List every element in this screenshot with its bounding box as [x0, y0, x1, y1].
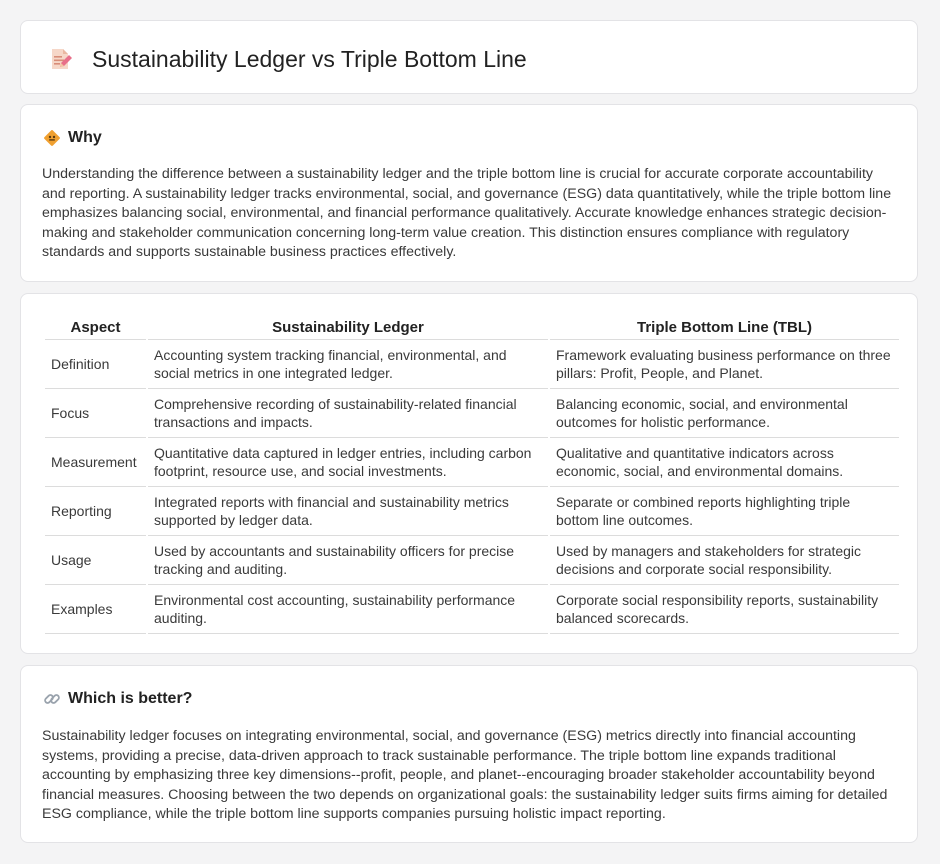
row-aspect: Definition	[44, 340, 147, 389]
row-tbl-cell: Balancing economic, social, and environmental outcomes for holistic performance.	[549, 389, 899, 438]
table-header-row	[44, 316, 899, 340]
page-title: Sustainability Ledger vs Triple Bottom Line	[92, 46, 527, 72]
why-paragraph: Understanding the difference between a sustainability ledger and the triple bottom line is crucial for accurate corporate accountability and reporting. A sustainability ledger tracks environmental, social, and governance (ESG) data quantitatively, while the triple bottom line emphasizes balancing social, environmental, and financial performance qualitatively. Accurate knowledge enhances strategic decision-making and stakeholder communication concerning long-term value creation. This distinction ensures compliance with regulatory standards and supports sustainable business practices effectively.	[42, 166, 892, 261]
better-heading	[43, 688, 192, 710]
table-row	[44, 438, 899, 487]
header-triple-bottom-line: Triple Bottom Line (TBL)	[549, 316, 899, 340]
header-card	[20, 20, 918, 94]
table-row	[44, 340, 899, 389]
why-heading	[43, 127, 102, 149]
row-aspect: Focus	[44, 389, 147, 438]
better-title: Which is better?	[68, 690, 193, 707]
comparison-table	[43, 316, 899, 634]
document-edit-icon	[48, 47, 72, 71]
header-aspect: Aspect	[44, 316, 147, 340]
row-ledger-cell: Accounting system tracking financial, environmental, and social metrics in one integrated ledger.	[147, 340, 549, 389]
which-is-better-section	[20, 665, 918, 843]
table-row	[44, 536, 899, 585]
table-row	[44, 585, 899, 634]
row-ledger-cell: Integrated reports with financial and sustainability metrics supported by ledger data.	[147, 487, 549, 536]
row-aspect: Measurement	[44, 438, 147, 487]
comparison-card	[20, 293, 918, 654]
better-paragraph: Sustainability ledger focuses on integrating environmental, social, and governance (ESG) metrics directly into financial accounting systems, providing a precise, data-driven approach to track sustainable performance. The triple bottom line expands traditional accounting by emphasizing three key dimensions--profit, people, and planet--encouraging broader stakeholder accountability beyond financial measures. Choosing between the two depends on organizational goals: the sustainability ledger suits firms aiming for detailed ESG compliance, while the triple bottom line supports companies pursuing holistic impact reporting.	[42, 728, 888, 823]
row-ledger-cell: Used by accountants and sustainability officers for precise tracking and auditing.	[147, 536, 549, 585]
row-aspect: Usage	[44, 536, 147, 585]
row-tbl-cell: Separate or combined reports highlighting triple bottom line outcomes.	[549, 487, 899, 536]
row-tbl-cell: Corporate social responsibility reports, sustainability balanced scorecards.	[549, 585, 899, 634]
row-aspect: Examples	[44, 585, 147, 634]
row-ledger-cell: Environmental cost accounting, sustainability performance auditing.	[147, 585, 549, 634]
table-row	[44, 389, 899, 438]
diamond-sign-icon	[43, 129, 61, 147]
row-tbl-cell: Framework evaluating business performance on three pillars: Profit, People, and Planet.	[549, 340, 899, 389]
row-aspect: Reporting	[44, 487, 147, 536]
why-title: Why	[68, 129, 102, 146]
row-tbl-cell: Qualitative and quantitative indicators across economic, social, and environmental domains.	[549, 438, 899, 487]
why-section	[20, 104, 918, 282]
row-ledger-cell: Quantitative data captured in ledger entries, including carbon footprint, resource use, and social investments.	[147, 438, 549, 487]
row-tbl-cell: Used by managers and stakeholders for strategic decisions and corporate social responsibility.	[549, 536, 899, 585]
row-ledger-cell: Comprehensive recording of sustainability-related financial transactions and impacts.	[147, 389, 549, 438]
header-sustainability-ledger: Sustainability Ledger	[147, 316, 549, 340]
link-icon	[43, 690, 61, 708]
table-row	[44, 487, 899, 536]
